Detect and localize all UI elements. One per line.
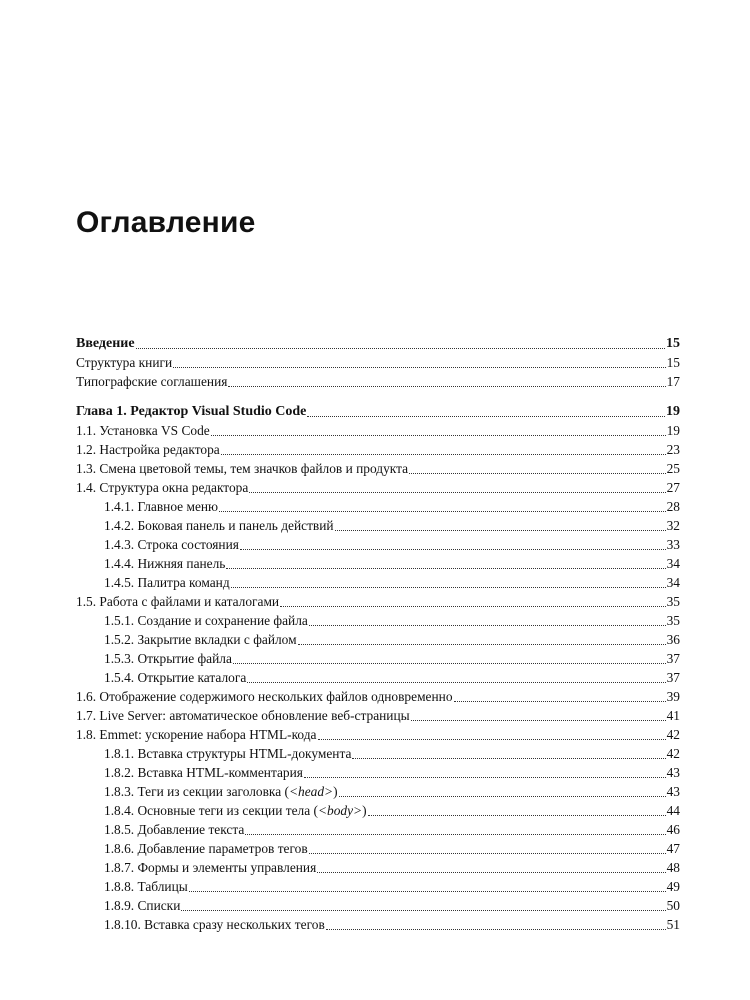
toc-subsection-entry: [76, 554, 680, 573]
page-title: Оглавление: [76, 206, 256, 239]
dot-leader: [173, 367, 665, 368]
toc-page-number: 35: [666, 594, 680, 609]
toc-subsection-entry: [76, 896, 680, 915]
toc-entry-title: Введение: [76, 336, 135, 351]
toc-page-number: 34: [666, 556, 680, 571]
toc-entry-title: 1.7. Live Server: автоматическое обновление веб-страницы: [76, 708, 410, 723]
toc-section-entry: [76, 353, 680, 372]
toc-entry-title: 1.3. Смена цветовой темы, тем значков файлов и продукта: [76, 461, 409, 476]
toc-page-number: 27: [666, 480, 680, 495]
dot-leader: [189, 891, 666, 892]
toc-section-entry: [76, 372, 680, 391]
toc-entry-title: 1.4.1. Главное меню: [104, 499, 219, 514]
toc-page-number: 49: [666, 879, 680, 894]
toc-page-number: 36: [666, 632, 680, 647]
toc-subsection-entry: [76, 630, 680, 649]
dot-leader: [339, 796, 666, 797]
toc-page-number: 28: [666, 499, 680, 514]
toc-entry-title: [104, 801, 367, 820]
toc-entry-title: 1.4.4. Нижняя панель: [104, 556, 226, 571]
toc-entry-tag-name: <head>: [288, 784, 334, 799]
toc-page-number: 19: [666, 404, 680, 419]
toc-page-number: 19: [666, 423, 680, 438]
toc-page-number: 47: [666, 841, 680, 856]
toc-page-number: 50: [666, 898, 680, 913]
toc-subsection-entry: [76, 649, 680, 668]
toc-page-number: 32: [666, 518, 680, 533]
toc-page-number: 48: [666, 860, 680, 875]
dot-leader: [368, 815, 666, 816]
dot-leader: [240, 549, 666, 550]
toc-subsection-entry: [76, 497, 680, 516]
toc-section-entry: [76, 706, 680, 725]
toc-entry-title: Типографские соглашения: [76, 374, 228, 389]
toc-entry-title: 1.8.9. Списки: [104, 898, 181, 913]
toc-entry-title: 1.5.1. Создание и сохранение файла: [104, 613, 308, 628]
dot-leader: [335, 530, 666, 531]
toc-subsection-entry: [76, 744, 680, 763]
dot-leader: [221, 454, 666, 455]
dot-leader: [181, 910, 665, 911]
toc-page-number: 41: [666, 708, 680, 723]
toc-page-number: 15: [666, 336, 680, 351]
toc-entry-title: 1.8. Emmet: ускорение набора HTML-кода: [76, 727, 317, 742]
toc-subsection-entry: [76, 782, 680, 801]
toc-entry-title: 1.8.8. Таблицы: [104, 879, 188, 894]
toc-entry-title: 1.5. Работа с файлами и каталогами: [76, 594, 280, 609]
toc-entry-title: 1.8.1. Вставка структуры HTML-документа: [104, 746, 352, 761]
toc-page-number: 44: [666, 803, 680, 818]
toc-section-entry: [76, 725, 680, 744]
toc-page-number: 37: [666, 651, 680, 666]
toc-page-number: 39: [666, 689, 680, 704]
dot-leader: [309, 625, 666, 626]
toc-subsection-entry: [76, 858, 680, 877]
dot-leader: [318, 739, 666, 740]
toc-section-entry: [76, 459, 680, 478]
dot-leader: [352, 758, 665, 759]
toc-group-chapter-1: [76, 402, 680, 934]
toc-entry-title: 1.2. Настройка редактора: [76, 442, 220, 457]
toc-page-number: 37: [666, 670, 680, 685]
toc-subsection-entry: [76, 839, 680, 858]
toc-page-number: 51: [666, 917, 680, 932]
toc-entry-title: Глава 1. Редактор Visual Studio Code: [76, 404, 307, 419]
toc-entry-title-part: 1.8.3. Теги из секции заголовка (: [104, 784, 289, 799]
dot-leader: [231, 587, 666, 588]
dot-leader: [326, 929, 666, 930]
dot-leader: [136, 348, 665, 349]
toc-entry-title: 1.1. Установка VS Code: [76, 423, 210, 438]
dot-leader: [309, 853, 666, 854]
toc-subsection-entry: [76, 611, 680, 630]
dot-leader: [228, 386, 665, 387]
toc-section-entry: [76, 478, 680, 497]
toc-page-number: 43: [666, 784, 680, 799]
dot-leader: [219, 511, 666, 512]
toc-entry-title: 1.8.10. Вставка сразу нескольких тегов: [104, 917, 325, 932]
toc-subsection-entry: [76, 535, 680, 554]
dot-leader: [317, 872, 665, 873]
toc-entry-title: Структура книги: [76, 355, 173, 370]
toc-subsection-entry: [76, 516, 680, 535]
toc-entry-title: 1.5.4. Открытие каталога: [104, 670, 247, 685]
toc-group-introduction: [76, 334, 680, 391]
toc-entry-title: 1.4.2. Боковая панель и панель действий: [104, 518, 334, 533]
toc-page-number: 23: [666, 442, 680, 457]
dot-leader: [411, 720, 666, 721]
toc-entry-title: [104, 782, 338, 801]
toc-page-number: 25: [666, 461, 680, 476]
toc-section-entry: [76, 421, 680, 440]
toc-page-number: 35: [666, 613, 680, 628]
dot-leader: [298, 644, 666, 645]
toc-subsection-entry: [76, 820, 680, 839]
dot-leader: [247, 682, 665, 683]
toc-subsection-entry: [76, 801, 680, 820]
group-spacer: [76, 391, 680, 402]
toc-subsection-entry: [76, 915, 680, 934]
toc-entry-title: 1.4. Структура окна редактора: [76, 480, 249, 495]
toc-entry-title-part: 1.8.4. Основные теги из секции тела (: [104, 803, 318, 818]
toc-entry-title: 1.8.5. Добавление текста: [104, 822, 245, 837]
toc-entry-title-part: ): [333, 784, 338, 799]
toc-page-number: 42: [666, 746, 680, 761]
toc-section-entry: [76, 440, 680, 459]
toc-entry-title: 1.8.2. Вставка HTML-комментария: [104, 765, 303, 780]
toc-page-number: 17: [666, 374, 680, 389]
dot-leader: [454, 701, 666, 702]
toc-entry-title-part: ): [362, 803, 367, 818]
toc-section-entry: [76, 592, 680, 611]
toc-entry-title: 1.5.3. Открытие файла: [104, 651, 232, 666]
toc-subsection-entry: [76, 763, 680, 782]
dot-leader: [307, 416, 665, 417]
toc-page-number: 46: [666, 822, 680, 837]
toc-entry-title: 1.4.5. Палитра команд: [104, 575, 230, 590]
table-of-contents: [76, 334, 680, 934]
toc-page-number: 43: [666, 765, 680, 780]
toc-subsection-entry: [76, 573, 680, 592]
toc-subsection-entry: [76, 877, 680, 896]
dot-leader: [304, 777, 666, 778]
toc-entry-title: 1.8.6. Добавление параметров тегов: [104, 841, 308, 856]
toc-entry-title: 1.4.3. Строка состояния: [104, 537, 239, 552]
toc-page-number: 42: [666, 727, 680, 742]
dot-leader: [233, 663, 666, 664]
dot-leader: [249, 492, 665, 493]
dot-leader: [245, 834, 665, 835]
toc-page-number: 15: [666, 355, 680, 370]
toc-entry-title: 1.6. Отображение содержимого нескольких файлов одновременно: [76, 689, 453, 704]
toc-page-number: 34: [666, 575, 680, 590]
dot-leader: [211, 435, 666, 436]
dot-leader: [409, 473, 666, 474]
toc-section-entry: [76, 687, 680, 706]
dot-leader: [226, 568, 665, 569]
toc-heading-entry: [76, 402, 680, 421]
toc-subsection-entry: [76, 668, 680, 687]
toc-entry-tag-name: <body>: [317, 803, 363, 818]
toc-entry-title: 1.8.7. Формы и элементы управления: [104, 860, 317, 875]
dot-leader: [280, 606, 666, 607]
toc-heading-entry: [76, 334, 680, 353]
toc-entry-title: 1.5.2. Закрытие вкладки с файлом: [104, 632, 297, 647]
toc-page-number: 33: [666, 537, 680, 552]
